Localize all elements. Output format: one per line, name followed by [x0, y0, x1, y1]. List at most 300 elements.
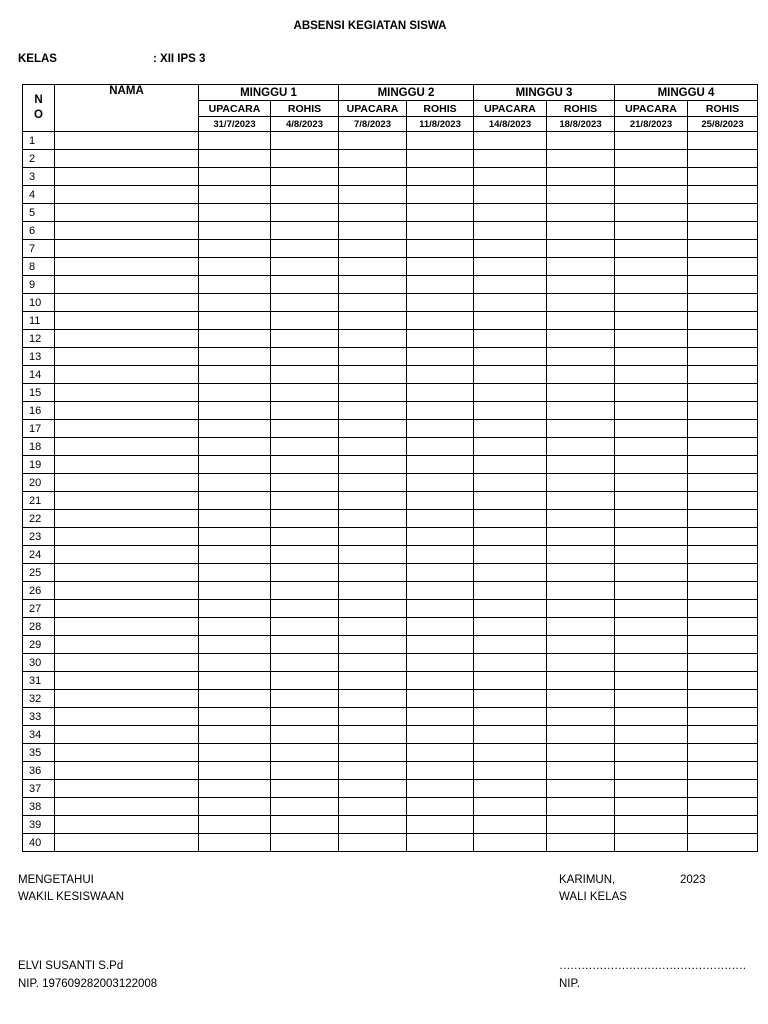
attendance-cell[interactable]	[407, 222, 474, 240]
attendance-cell[interactable]	[547, 762, 615, 780]
attendance-cell[interactable]	[199, 258, 271, 276]
attendance-cell[interactable]	[547, 510, 615, 528]
student-name-cell[interactable]	[55, 780, 199, 798]
attendance-cell[interactable]	[615, 726, 688, 744]
attendance-cell[interactable]	[688, 420, 758, 438]
attendance-cell[interactable]	[688, 366, 758, 384]
attendance-cell[interactable]	[615, 366, 688, 384]
attendance-cell[interactable]	[615, 834, 688, 852]
attendance-cell[interactable]	[271, 618, 339, 636]
attendance-cell[interactable]	[407, 186, 474, 204]
attendance-cell[interactable]	[474, 402, 547, 420]
attendance-cell[interactable]	[199, 708, 271, 726]
attendance-cell[interactable]	[547, 600, 615, 618]
attendance-cell[interactable]	[474, 366, 547, 384]
attendance-cell[interactable]	[615, 384, 688, 402]
student-name-cell[interactable]	[55, 186, 199, 204]
attendance-cell[interactable]	[547, 222, 615, 240]
attendance-cell[interactable]	[474, 510, 547, 528]
attendance-cell[interactable]	[407, 330, 474, 348]
attendance-cell[interactable]	[407, 672, 474, 690]
attendance-cell[interactable]	[407, 492, 474, 510]
attendance-cell[interactable]	[199, 834, 271, 852]
attendance-cell[interactable]	[199, 726, 271, 744]
attendance-cell[interactable]	[271, 492, 339, 510]
attendance-cell[interactable]	[199, 348, 271, 366]
attendance-cell[interactable]	[271, 834, 339, 852]
attendance-cell[interactable]	[407, 528, 474, 546]
student-name-cell[interactable]	[55, 798, 199, 816]
attendance-cell[interactable]	[271, 780, 339, 798]
attendance-cell[interactable]	[615, 510, 688, 528]
attendance-cell[interactable]	[615, 240, 688, 258]
attendance-cell[interactable]	[199, 438, 271, 456]
attendance-cell[interactable]	[688, 456, 758, 474]
attendance-cell[interactable]	[615, 762, 688, 780]
attendance-cell[interactable]	[339, 186, 407, 204]
attendance-cell[interactable]	[688, 438, 758, 456]
attendance-cell[interactable]	[688, 474, 758, 492]
attendance-cell[interactable]	[547, 150, 615, 168]
attendance-cell[interactable]	[615, 438, 688, 456]
student-name-cell[interactable]	[55, 312, 199, 330]
attendance-cell[interactable]	[271, 276, 339, 294]
attendance-cell[interactable]	[547, 492, 615, 510]
attendance-cell[interactable]	[339, 654, 407, 672]
attendance-cell[interactable]	[615, 222, 688, 240]
attendance-cell[interactable]	[688, 348, 758, 366]
student-name-cell[interactable]	[55, 474, 199, 492]
student-name-cell[interactable]	[55, 456, 199, 474]
attendance-cell[interactable]	[407, 438, 474, 456]
attendance-cell[interactable]	[615, 708, 688, 726]
attendance-cell[interactable]	[199, 744, 271, 762]
attendance-cell[interactable]	[547, 672, 615, 690]
attendance-cell[interactable]	[407, 276, 474, 294]
attendance-cell[interactable]	[474, 186, 547, 204]
attendance-cell[interactable]	[688, 690, 758, 708]
attendance-cell[interactable]	[474, 294, 547, 312]
attendance-cell[interactable]	[271, 798, 339, 816]
attendance-cell[interactable]	[271, 222, 339, 240]
attendance-cell[interactable]	[199, 456, 271, 474]
attendance-cell[interactable]	[271, 150, 339, 168]
attendance-cell[interactable]	[271, 258, 339, 276]
attendance-cell[interactable]	[339, 132, 407, 150]
attendance-cell[interactable]	[339, 150, 407, 168]
attendance-cell[interactable]	[615, 672, 688, 690]
attendance-cell[interactable]	[407, 708, 474, 726]
attendance-cell[interactable]	[199, 798, 271, 816]
attendance-cell[interactable]	[199, 384, 271, 402]
attendance-cell[interactable]	[271, 294, 339, 312]
attendance-cell[interactable]	[688, 726, 758, 744]
attendance-cell[interactable]	[615, 402, 688, 420]
attendance-cell[interactable]	[547, 726, 615, 744]
attendance-cell[interactable]	[199, 618, 271, 636]
attendance-cell[interactable]	[547, 456, 615, 474]
student-name-cell[interactable]	[55, 366, 199, 384]
attendance-cell[interactable]	[339, 564, 407, 582]
attendance-cell[interactable]	[615, 564, 688, 582]
attendance-cell[interactable]	[199, 816, 271, 834]
attendance-cell[interactable]	[339, 708, 407, 726]
attendance-cell[interactable]	[615, 816, 688, 834]
attendance-cell[interactable]	[688, 258, 758, 276]
attendance-cell[interactable]	[339, 618, 407, 636]
student-name-cell[interactable]	[55, 438, 199, 456]
attendance-cell[interactable]	[407, 834, 474, 852]
student-name-cell[interactable]	[55, 420, 199, 438]
attendance-cell[interactable]	[199, 150, 271, 168]
attendance-cell[interactable]	[407, 726, 474, 744]
attendance-cell[interactable]	[407, 420, 474, 438]
attendance-cell[interactable]	[199, 690, 271, 708]
attendance-cell[interactable]	[199, 330, 271, 348]
attendance-cell[interactable]	[407, 240, 474, 258]
student-name-cell[interactable]	[55, 672, 199, 690]
attendance-cell[interactable]	[474, 474, 547, 492]
attendance-cell[interactable]	[547, 348, 615, 366]
attendance-cell[interactable]	[615, 798, 688, 816]
attendance-cell[interactable]	[688, 294, 758, 312]
attendance-cell[interactable]	[547, 330, 615, 348]
attendance-cell[interactable]	[547, 438, 615, 456]
attendance-cell[interactable]	[688, 492, 758, 510]
attendance-cell[interactable]	[615, 474, 688, 492]
attendance-cell[interactable]	[474, 258, 547, 276]
student-name-cell[interactable]	[55, 726, 199, 744]
attendance-cell[interactable]	[199, 474, 271, 492]
attendance-cell[interactable]	[339, 672, 407, 690]
attendance-cell[interactable]	[271, 636, 339, 654]
attendance-cell[interactable]	[407, 780, 474, 798]
attendance-cell[interactable]	[339, 276, 407, 294]
attendance-cell[interactable]	[474, 780, 547, 798]
attendance-cell[interactable]	[615, 168, 688, 186]
attendance-cell[interactable]	[271, 762, 339, 780]
attendance-cell[interactable]	[199, 582, 271, 600]
attendance-cell[interactable]	[271, 420, 339, 438]
attendance-cell[interactable]	[615, 600, 688, 618]
attendance-cell[interactable]	[339, 312, 407, 330]
attendance-cell[interactable]	[339, 330, 407, 348]
attendance-cell[interactable]	[199, 222, 271, 240]
attendance-cell[interactable]	[339, 168, 407, 186]
student-name-cell[interactable]	[55, 258, 199, 276]
attendance-cell[interactable]	[271, 726, 339, 744]
student-name-cell[interactable]	[55, 510, 199, 528]
attendance-cell[interactable]	[474, 744, 547, 762]
attendance-cell[interactable]	[271, 546, 339, 564]
attendance-cell[interactable]	[688, 510, 758, 528]
attendance-cell[interactable]	[688, 582, 758, 600]
attendance-cell[interactable]	[339, 690, 407, 708]
attendance-cell[interactable]	[339, 798, 407, 816]
attendance-cell[interactable]	[474, 600, 547, 618]
attendance-cell[interactable]	[547, 744, 615, 762]
attendance-cell[interactable]	[339, 744, 407, 762]
attendance-cell[interactable]	[199, 600, 271, 618]
attendance-cell[interactable]	[547, 834, 615, 852]
student-name-cell[interactable]	[55, 690, 199, 708]
attendance-cell[interactable]	[199, 546, 271, 564]
attendance-cell[interactable]	[615, 276, 688, 294]
attendance-cell[interactable]	[271, 744, 339, 762]
attendance-cell[interactable]	[199, 492, 271, 510]
attendance-cell[interactable]	[547, 132, 615, 150]
attendance-cell[interactable]	[615, 348, 688, 366]
attendance-cell[interactable]	[474, 384, 547, 402]
attendance-cell[interactable]	[474, 708, 547, 726]
attendance-cell[interactable]	[339, 366, 407, 384]
attendance-cell[interactable]	[547, 168, 615, 186]
attendance-cell[interactable]	[407, 474, 474, 492]
attendance-cell[interactable]	[688, 528, 758, 546]
attendance-cell[interactable]	[271, 708, 339, 726]
attendance-cell[interactable]	[474, 564, 547, 582]
attendance-cell[interactable]	[271, 582, 339, 600]
attendance-cell[interactable]	[688, 276, 758, 294]
attendance-cell[interactable]	[199, 366, 271, 384]
attendance-cell[interactable]	[407, 348, 474, 366]
attendance-cell[interactable]	[271, 474, 339, 492]
attendance-cell[interactable]	[407, 690, 474, 708]
attendance-cell[interactable]	[474, 312, 547, 330]
attendance-cell[interactable]	[199, 168, 271, 186]
attendance-cell[interactable]	[407, 762, 474, 780]
attendance-cell[interactable]	[339, 582, 407, 600]
attendance-cell[interactable]	[615, 618, 688, 636]
student-name-cell[interactable]	[55, 600, 199, 618]
student-name-cell[interactable]	[55, 240, 199, 258]
attendance-cell[interactable]	[339, 600, 407, 618]
attendance-cell[interactable]	[547, 384, 615, 402]
attendance-cell[interactable]	[615, 636, 688, 654]
attendance-cell[interactable]	[615, 690, 688, 708]
attendance-cell[interactable]	[615, 294, 688, 312]
attendance-cell[interactable]	[339, 204, 407, 222]
attendance-cell[interactable]	[271, 348, 339, 366]
attendance-cell[interactable]	[474, 240, 547, 258]
student-name-cell[interactable]	[55, 294, 199, 312]
attendance-cell[interactable]	[474, 420, 547, 438]
student-name-cell[interactable]	[55, 222, 199, 240]
attendance-cell[interactable]	[615, 420, 688, 438]
attendance-cell[interactable]	[199, 762, 271, 780]
attendance-cell[interactable]	[339, 528, 407, 546]
attendance-cell[interactable]	[688, 330, 758, 348]
attendance-cell[interactable]	[547, 636, 615, 654]
attendance-cell[interactable]	[547, 366, 615, 384]
attendance-cell[interactable]	[199, 564, 271, 582]
attendance-cell[interactable]	[339, 636, 407, 654]
attendance-cell[interactable]	[474, 816, 547, 834]
attendance-cell[interactable]	[474, 672, 547, 690]
attendance-cell[interactable]	[407, 636, 474, 654]
student-name-cell[interactable]	[55, 834, 199, 852]
attendance-cell[interactable]	[547, 420, 615, 438]
attendance-cell[interactable]	[271, 690, 339, 708]
attendance-cell[interactable]	[271, 132, 339, 150]
attendance-cell[interactable]	[407, 258, 474, 276]
attendance-cell[interactable]	[271, 528, 339, 546]
student-name-cell[interactable]	[55, 744, 199, 762]
attendance-cell[interactable]	[688, 240, 758, 258]
attendance-cell[interactable]	[407, 744, 474, 762]
attendance-cell[interactable]	[474, 330, 547, 348]
attendance-cell[interactable]	[688, 546, 758, 564]
student-name-cell[interactable]	[55, 564, 199, 582]
attendance-cell[interactable]	[474, 222, 547, 240]
attendance-cell[interactable]	[688, 384, 758, 402]
student-name-cell[interactable]	[55, 150, 199, 168]
attendance-cell[interactable]	[339, 726, 407, 744]
attendance-cell[interactable]	[199, 510, 271, 528]
attendance-cell[interactable]	[474, 132, 547, 150]
attendance-cell[interactable]	[199, 312, 271, 330]
attendance-cell[interactable]	[615, 258, 688, 276]
attendance-cell[interactable]	[199, 636, 271, 654]
attendance-cell[interactable]	[615, 528, 688, 546]
student-name-cell[interactable]	[55, 528, 199, 546]
attendance-cell[interactable]	[474, 348, 547, 366]
attendance-cell[interactable]	[474, 546, 547, 564]
attendance-cell[interactable]	[615, 492, 688, 510]
attendance-cell[interactable]	[339, 510, 407, 528]
attendance-cell[interactable]	[199, 528, 271, 546]
attendance-cell[interactable]	[339, 222, 407, 240]
attendance-cell[interactable]	[339, 438, 407, 456]
attendance-cell[interactable]	[199, 402, 271, 420]
attendance-cell[interactable]	[339, 420, 407, 438]
attendance-cell[interactable]	[474, 456, 547, 474]
attendance-cell[interactable]	[407, 816, 474, 834]
attendance-cell[interactable]	[199, 780, 271, 798]
attendance-cell[interactable]	[547, 690, 615, 708]
attendance-cell[interactable]	[271, 168, 339, 186]
attendance-cell[interactable]	[271, 330, 339, 348]
attendance-cell[interactable]	[199, 186, 271, 204]
attendance-cell[interactable]	[547, 240, 615, 258]
attendance-cell[interactable]	[688, 600, 758, 618]
attendance-cell[interactable]	[339, 834, 407, 852]
attendance-cell[interactable]	[474, 582, 547, 600]
attendance-cell[interactable]	[271, 204, 339, 222]
attendance-cell[interactable]	[339, 402, 407, 420]
attendance-cell[interactable]	[688, 204, 758, 222]
student-name-cell[interactable]	[55, 204, 199, 222]
attendance-cell[interactable]	[271, 186, 339, 204]
attendance-cell[interactable]	[474, 276, 547, 294]
attendance-cell[interactable]	[339, 384, 407, 402]
attendance-cell[interactable]	[547, 816, 615, 834]
attendance-cell[interactable]	[339, 474, 407, 492]
attendance-cell[interactable]	[271, 312, 339, 330]
attendance-cell[interactable]	[407, 366, 474, 384]
student-name-cell[interactable]	[55, 708, 199, 726]
attendance-cell[interactable]	[615, 186, 688, 204]
attendance-cell[interactable]	[199, 672, 271, 690]
attendance-cell[interactable]	[547, 294, 615, 312]
attendance-cell[interactable]	[339, 546, 407, 564]
attendance-cell[interactable]	[339, 240, 407, 258]
attendance-cell[interactable]	[688, 564, 758, 582]
attendance-cell[interactable]	[547, 204, 615, 222]
attendance-cell[interactable]	[615, 132, 688, 150]
attendance-cell[interactable]	[199, 276, 271, 294]
attendance-cell[interactable]	[688, 672, 758, 690]
attendance-cell[interactable]	[547, 312, 615, 330]
student-name-cell[interactable]	[55, 348, 199, 366]
attendance-cell[interactable]	[688, 708, 758, 726]
attendance-cell[interactable]	[407, 510, 474, 528]
attendance-cell[interactable]	[547, 582, 615, 600]
attendance-cell[interactable]	[339, 492, 407, 510]
attendance-cell[interactable]	[688, 636, 758, 654]
attendance-cell[interactable]	[271, 456, 339, 474]
student-name-cell[interactable]	[55, 654, 199, 672]
attendance-cell[interactable]	[199, 132, 271, 150]
attendance-cell[interactable]	[271, 672, 339, 690]
attendance-cell[interactable]	[271, 564, 339, 582]
attendance-cell[interactable]	[474, 834, 547, 852]
attendance-cell[interactable]	[474, 528, 547, 546]
attendance-cell[interactable]	[339, 348, 407, 366]
attendance-cell[interactable]	[407, 654, 474, 672]
student-name-cell[interactable]	[55, 402, 199, 420]
attendance-cell[interactable]	[199, 654, 271, 672]
student-name-cell[interactable]	[55, 276, 199, 294]
attendance-cell[interactable]	[615, 546, 688, 564]
attendance-cell[interactable]	[271, 438, 339, 456]
attendance-cell[interactable]	[271, 654, 339, 672]
attendance-cell[interactable]	[547, 564, 615, 582]
attendance-cell[interactable]	[474, 654, 547, 672]
attendance-cell[interactable]	[474, 438, 547, 456]
attendance-cell[interactable]	[339, 258, 407, 276]
attendance-cell[interactable]	[407, 798, 474, 816]
attendance-cell[interactable]	[688, 654, 758, 672]
student-name-cell[interactable]	[55, 330, 199, 348]
student-name-cell[interactable]	[55, 618, 199, 636]
attendance-cell[interactable]	[688, 816, 758, 834]
student-name-cell[interactable]	[55, 816, 199, 834]
student-name-cell[interactable]	[55, 762, 199, 780]
attendance-cell[interactable]	[271, 816, 339, 834]
attendance-cell[interactable]	[407, 384, 474, 402]
attendance-cell[interactable]	[407, 564, 474, 582]
attendance-cell[interactable]	[615, 312, 688, 330]
attendance-cell[interactable]	[407, 168, 474, 186]
attendance-cell[interactable]	[547, 546, 615, 564]
student-name-cell[interactable]	[55, 492, 199, 510]
attendance-cell[interactable]	[407, 132, 474, 150]
attendance-cell[interactable]	[615, 744, 688, 762]
attendance-cell[interactable]	[474, 690, 547, 708]
attendance-cell[interactable]	[474, 168, 547, 186]
attendance-cell[interactable]	[271, 600, 339, 618]
attendance-cell[interactable]	[547, 276, 615, 294]
attendance-cell[interactable]	[339, 456, 407, 474]
attendance-cell[interactable]	[547, 186, 615, 204]
attendance-cell[interactable]	[547, 258, 615, 276]
attendance-cell[interactable]	[271, 510, 339, 528]
attendance-cell[interactable]	[688, 168, 758, 186]
attendance-cell[interactable]	[547, 618, 615, 636]
attendance-cell[interactable]	[474, 150, 547, 168]
attendance-cell[interactable]	[547, 798, 615, 816]
